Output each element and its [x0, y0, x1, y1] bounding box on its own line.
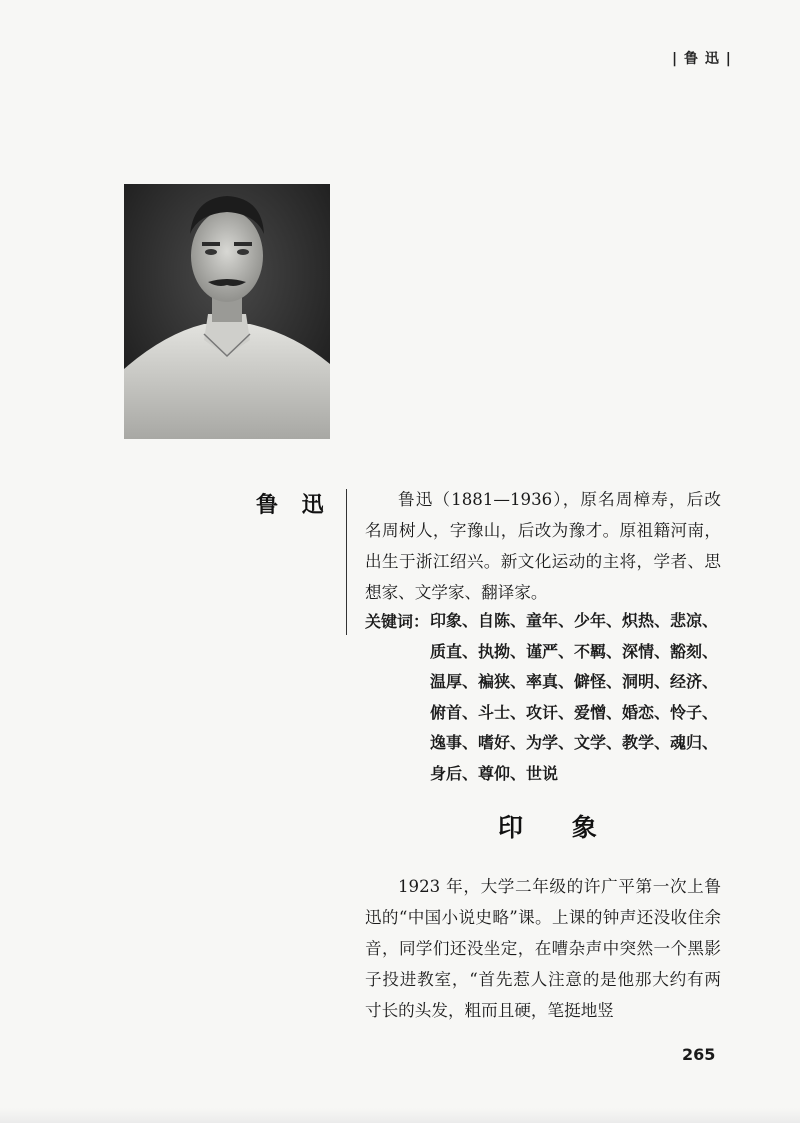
running-head: | 鲁 迅 | [672, 51, 732, 67]
portrait-photo [124, 184, 330, 439]
bio-paragraph: 鲁迅（1881—1936），原名周樟寿，后改名周树人，字豫山，后改为豫才。原祖籍河南，出生于浙江绍兴。新文化运动的主将，学者、思想家、文学家、翻译家。 [365, 490, 721, 602]
page-bottom-edge [0, 1108, 800, 1123]
page-number: 265 [682, 1045, 716, 1064]
vertical-divider [346, 489, 347, 635]
keywords-list: 印象、自陈、童年、少年、炽热、悲凉、质直、执拗、谨严、不羁、深情、豁刻、温厚、褊狭、率真、僻怪、洞明、经济、俯首、斗士、攻讦、爱憎、婚恋、怜子、逸事、嗜好、为学、文学、教学、魂归、身后、尊仰、世说 [430, 611, 719, 783]
chapter-heading: 印 象 [498, 813, 617, 842]
keywords-label: 关键词： [365, 612, 430, 631]
section-name: 鲁 迅 [256, 493, 332, 518]
body-paragraph: 1923 年，大学二年级的许广平第一次上鲁迅的“中国小说史略”课。上课的钟声还没收住余音，同学们还没坐定，在嘈杂声中突然一个黑影子投进教室，“首先惹人注意的是他那大约有两寸长的头发，粗而且硬，笔挺地竖 [365, 877, 721, 1020]
